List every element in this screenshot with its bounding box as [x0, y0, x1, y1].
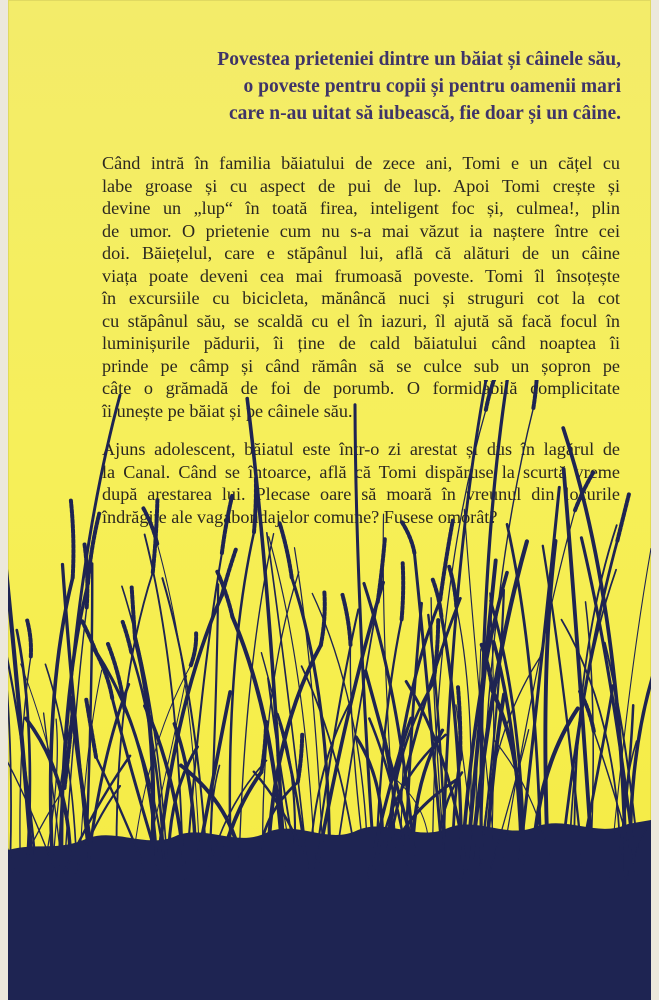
- grass-blade: [8, 523, 11, 857]
- text-line: după arestarea lui. Plecase oare să moară în vreunul din locurile: [102, 484, 620, 504]
- grass-seed-head: [280, 523, 292, 577]
- grass-seed-head: [402, 522, 415, 553]
- grass-seed-head: [343, 595, 351, 645]
- grass-seed-head: [71, 501, 74, 578]
- grass-seed-head: [402, 563, 404, 619]
- grass-blade: [230, 532, 254, 866]
- text-line: în excursiile cu bicicleta, mănâncă nuci și struguri cot la cot: [102, 288, 620, 308]
- grass-blades: [8, 380, 651, 879]
- grass-seed-head: [88, 514, 99, 584]
- grass-seed-head: [617, 494, 629, 540]
- grass-seed-head: [191, 633, 196, 665]
- text-line: îi unește pe băiat și pe câinele său.: [102, 400, 353, 421]
- text-line: îndrăgite ale vagabondajelor comune? Fusese omorât?: [102, 506, 498, 527]
- book-back-cover: [8, 0, 651, 1000]
- grass-seed-head: [440, 521, 453, 600]
- tagline-line: Povestea prieteniei dintre un băiat și câinele său,: [217, 49, 621, 70]
- text-line: Când intră în familia băiatului de zece ani, Tomi e un cățel cu: [102, 153, 620, 173]
- grass-seed-head: [123, 622, 132, 652]
- text-line: cu stăpânul său, se scaldă cu el în iazuri, îl ajută să facă focul în: [102, 310, 620, 331]
- grass-seed-head: [533, 380, 537, 408]
- grass-seed-head: [132, 588, 135, 639]
- text-line: câte o grămadă de foi de porumb. O formidabilă complicitate: [102, 378, 620, 398]
- grass-seed-head: [298, 735, 302, 782]
- grass-seed-head: [321, 591, 325, 645]
- text-line: la Canal. Când se întoarce, află că Tomi dispăruse la scurtă vreme: [102, 461, 620, 482]
- text-line: viața poate deveni cea mai frumoasă poveste. Tomi îl însoțește: [102, 265, 620, 286]
- grass-blade: [545, 541, 555, 869]
- grass-seed-head: [222, 495, 232, 553]
- tagline-line: care n-au uitat să iubească, fie doar și un câine.: [229, 103, 621, 124]
- text-line: de umor. O prietenie cum nu s-a mai văzut ia naștere între cei: [102, 220, 620, 241]
- grass-seed-head: [27, 621, 31, 657]
- grass-blade: [198, 692, 230, 858]
- tagline-line: o poveste pentru copii și pentru oamenii mari: [243, 76, 621, 97]
- text-line: devine un „lup“ în toată firea, inteligent foc și, culmea!, plin: [102, 198, 620, 218]
- text-line: luminișurile pădurii, îi ține de cald băiatului când noaptea îi: [102, 333, 620, 353]
- text-line: doi. Băiețelul, care e stăpânul lui, află că alături de un câine: [102, 243, 620, 263]
- text-line: labe groase și cu aspect de pui de lup. Apoi Tomi crește și: [102, 175, 620, 196]
- grass-silhouette: [8, 380, 651, 1000]
- text-line: Ajuns adolescent, băiatul este într-o zi arestat și dus în lagărul de: [102, 439, 620, 459]
- tagline: [48, 46, 621, 127]
- text-line: prinde pe câmp și când rămân să se culce sub un șopron pe: [102, 355, 620, 376]
